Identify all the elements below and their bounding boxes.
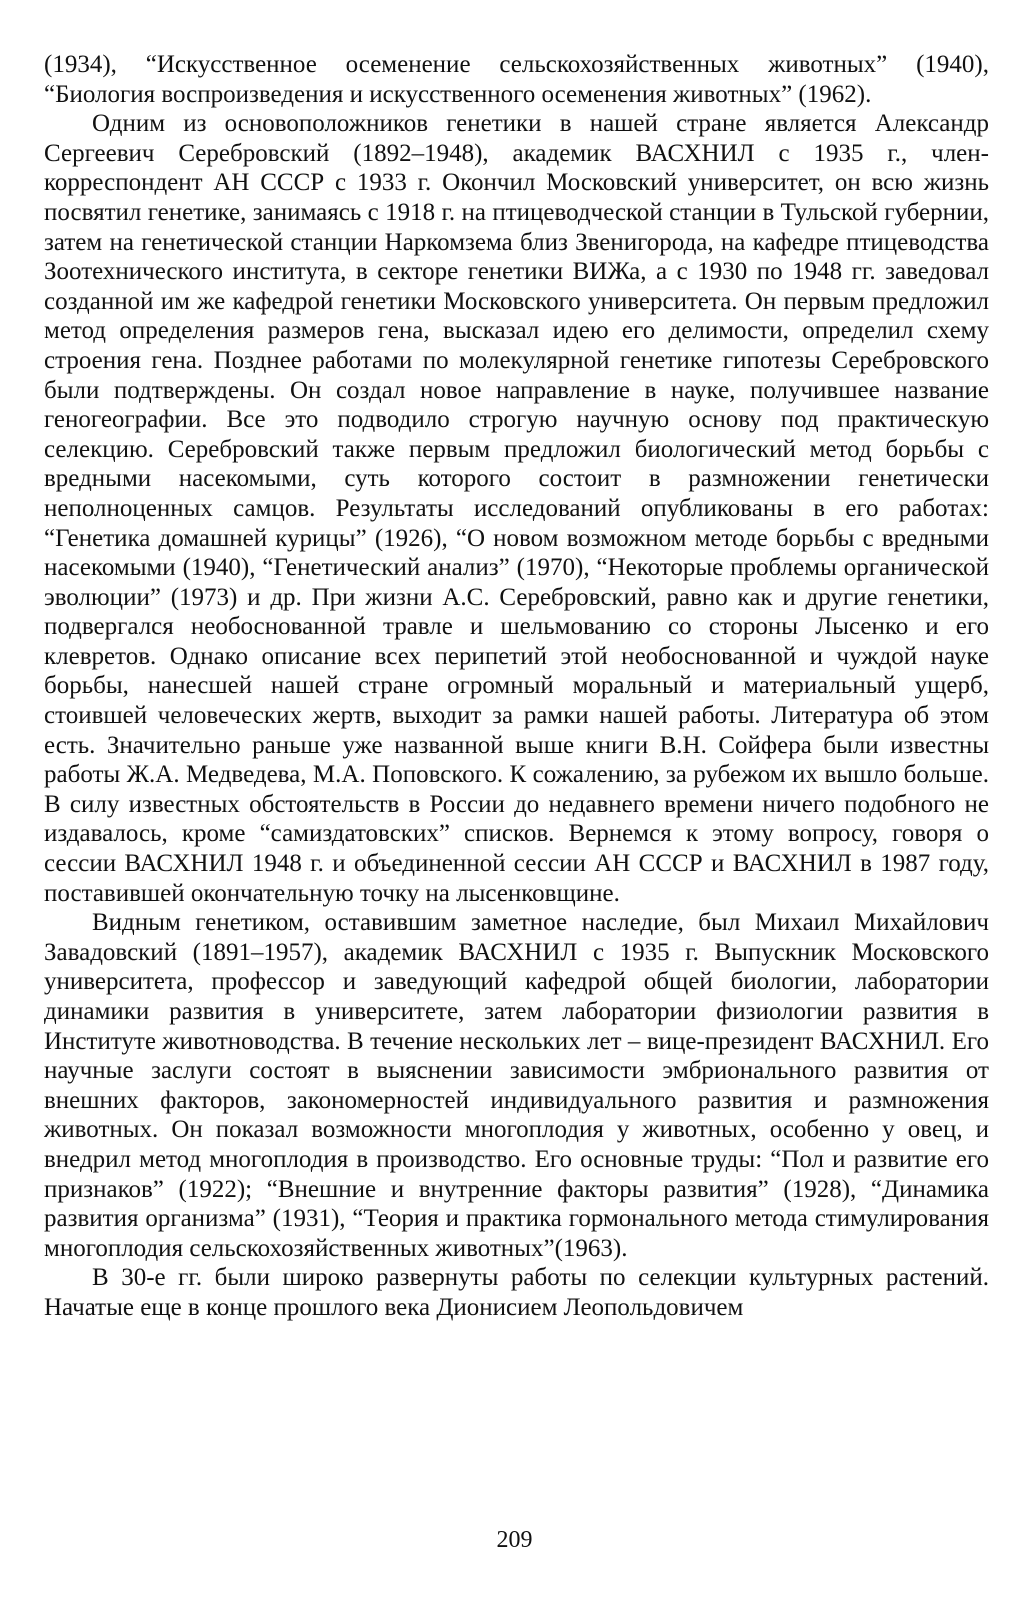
- paragraph-continuation: (1934), “Искусственное осеменение сельскохозяйственных животных” (1940), “Биология воспроизведения и искусственного осеменения животных” (1962).: [44, 51, 989, 108]
- paragraph-plant-selection: В 30-е гг. были широко развернуты работы по селекции культурных растений. Начатые еще в конце прошлого века Дионисием Леопольдовичем: [44, 1264, 989, 1321]
- paragraph-serebrovsky: Одним из основоположников генетики в нашей стране является Александр Сергеевич Серебровский (1892–1948), академик ВАСХНИЛ с 1935 г., член-корреспондент АН СССР с 1933 г. Окончил Московский университет, он всю жизнь посвятил генетике, занимаясь с 1918 г. на птицеводческой станции в Тульской губернии, затем на генетической станции Наркомзема близ Звенигорода, на кафедре птицеводства Зоотехнического института, в секторе генетики ВИЖа, а с 1930 по 1948 гг. заведовал созданной им же кафедрой генетики Московского университета. Он первым предложил метод определения размеров гена, высказал идею его делимости, определил схему строения гена. Позднее работами по молекулярной генетике гипотезы Серебровского были подтверждены. Он создал новое направление в науке, получившее название геногеографии. Все это подводило строгую научную основу под практическую селекцию. Серебровский также первым предложил биологический метод борьбы с вредными насекомыми, суть которого состоит в размножении генетически неполноценных самцов. Результаты исследований опубликованы в его работах: “Генетика домашней курицы” (1926), “О новом возможном методе борьбы с вредными насекомыми (1940), “Генетический анализ” (1970), “Некоторые проблемы органической эволюции” (1973) и др. При жизни А.С. Серебровский, равно как и другие генетики, подвергался необоснованной травле и шельмованию со стороны Лысенко и его клевретов. Однако описание всех перипетий этой необоснованной и чуждой науке борьбы, нанесшей нашей стране огромный моральный и материальный ущерб, стоившей человеческих жертв, выходит за рамки нашей работы. Литература об этом есть. Значительно раньше уже названной выше книги В.Н. Сойфера были известны работы Ж.А. Медведева, М.А. Поповского. К сожалению, за рубежом их вышло больше. В силу известных обстоятельств в России до недавнего времени ничего подобного не издавалось, кроме “самиздатовских” списков. Вернемся к этому вопросу, говоря о сессии ВАСХНИЛ 1948 г. и объединенной сессии АН СССР и ВАСХНИЛ в 1987 году, поставившей окончательную точку на лысенковщине.: [44, 110, 989, 907]
- page-text-block: [44, 50, 989, 1323]
- page-number: 209: [496, 1527, 533, 1553]
- paragraph-zavadovsky: Видным генетиком, оставившим заметное наследие, был Михаил Михайлович Завадовский (1891–1957), академик ВАСХНИЛ с 1935 г. Выпускник Московского университета, профессор и заведующий кафедрой общей биологии, лаборатории динамики развития в университете, затем лаборатории физиологии развития в Институте животноводства. В течение нескольких лет – вице-президент ВАСХНИЛ. Его научные заслуги состоят в выяснении зависимости эмбрионального развития от внешних факторов, закономерностей индивидуального развития и размножения животных. Он показал возможности многоплодия у животных, особенно у овец, и внедрил метод многоплодия в производство. Его основные труды: “Пол и развитие его признаков” (1922); “Внешние и внутренние факторы развития” (1928), “Динамика развития организма” (1931), “Теория и практика гормонального метода стимулирования многоплодия сельскохозяйственных животных”(1963).: [44, 909, 989, 1262]
